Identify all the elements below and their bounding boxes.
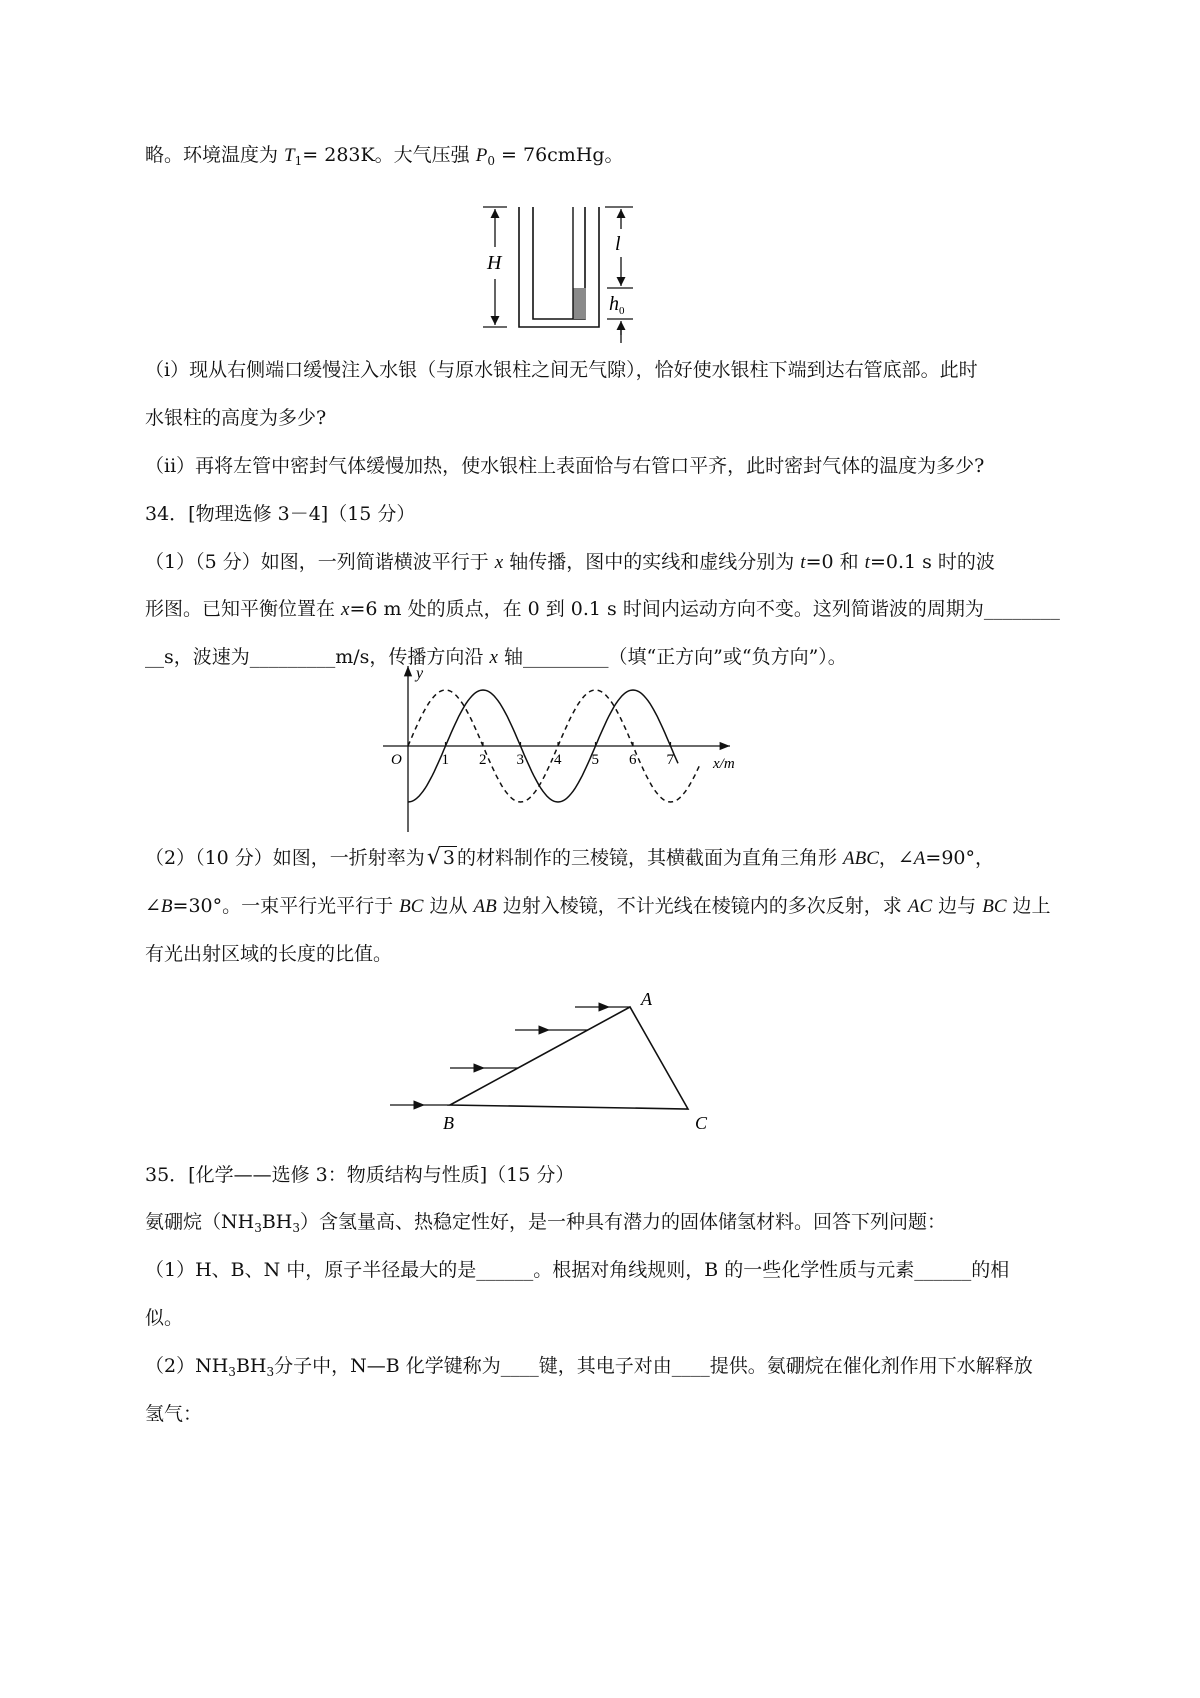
temperature-symbol: T <box>284 145 295 166</box>
x-tick-label: 3 <box>516 752 524 768</box>
u-tube-figure <box>475 195 675 345</box>
question-i-line1: （i）现从右侧端口缓慢注入水银（与原水银柱之间无气隙），恰好使水银柱下端到达右管底部。此时 <box>145 359 978 381</box>
s35-intro: 氨硼烷$(NH_3BH_3)$含氢量高、热稳定性好，是一种具有潜力的固体储氢材料。回答下列问题： <box>145 1211 947 1235</box>
s34-q2-line2: ∠B=30°。一束平行光平行于 BC 边从 AB 边射入棱镜，不计光线在棱镜内的多次反射，求 AC 边与 BC 边上 <box>145 895 1051 917</box>
pressure-symbol: P <box>475 145 488 166</box>
label-H: H <box>487 252 502 274</box>
s35-q1-line2: 似。 <box>145 1307 184 1329</box>
x-tick-label: 2 <box>479 752 487 768</box>
s35-q1-line1: （1）H、B、N 中，原子半径最大的是______。根据对角线规则，B 的一些化学性质与元素______的相 <box>145 1259 1010 1281</box>
x-tick-label: 1 <box>441 752 449 768</box>
x-tick-label: 6 <box>629 752 637 768</box>
s34-q1-line2: 形图。已知平衡位置在 x=6 m 处的质点，在 0 到 0.1 s 时间内运动方向不变。这列简谐波的周期为________ <box>145 598 1060 620</box>
section-34-header: 34．[物理选修 3－4]（15 分） <box>145 503 416 525</box>
label-B: B <box>443 1113 454 1133</box>
label-A: A <box>641 989 652 1009</box>
label-h0: $h_0$ <box>609 293 625 317</box>
label-l: l <box>615 233 621 255</box>
origin-label: O <box>391 752 402 768</box>
wave-chart <box>375 660 775 840</box>
s35-q2-line1: $(2)NH_3BH_3$分子中，N—B 化学键称为____键，其电子对由____提供。氨硼烷在催化剂作用下水解释放 <box>145 1355 1033 1379</box>
x-tick-label: 5 <box>591 752 599 768</box>
s34-q1-line3: __s，波速为_________m/s，传播方向沿 x 轴_________（填“正方向”或“负方向”）。 <box>145 646 847 668</box>
sqrt-three: √ 3 <box>426 845 455 870</box>
x-tick-label: 7 <box>666 752 674 768</box>
section-35-header: 35．[化学——选修 3：物质结构与性质]（15 分） <box>145 1164 575 1186</box>
prism-figure <box>385 985 735 1145</box>
label-C: C <box>695 1113 708 1133</box>
question-i-line2: 水银柱的高度为多少? <box>145 407 327 429</box>
intro-line: 略。环境温度为 $T_1= 283K$。大气压强 $P_0$ = 76cmHg。 <box>145 144 624 168</box>
s35-q2-line2: 氢气： <box>145 1403 203 1425</box>
x-tick-label: 4 <box>554 752 562 768</box>
y-axis-label: y <box>416 665 424 682</box>
x-axis-label: x/m <box>713 756 735 772</box>
s34-q2-line1: （2）（10 分）如图，一折射率为√ 3 的材料制作的三棱镜，其横截面为直角三角形 ABC，∠A=90°， <box>145 845 995 870</box>
s34-q1-line1: （1）（5 分）如图，一列简谐横波平行于 x 轴传播，图中的实线和虚线分别为 t=0 和 t=0.1 s 时的波 <box>145 551 995 573</box>
s34-q2-line3: 有光出射区域的长度的比值。 <box>145 943 393 965</box>
question-ii-line1: （ii）再将左管中密封气体缓慢加热，使水银柱上表面恰与右管口平齐，此时密封气体的温度为多少? <box>145 455 985 477</box>
